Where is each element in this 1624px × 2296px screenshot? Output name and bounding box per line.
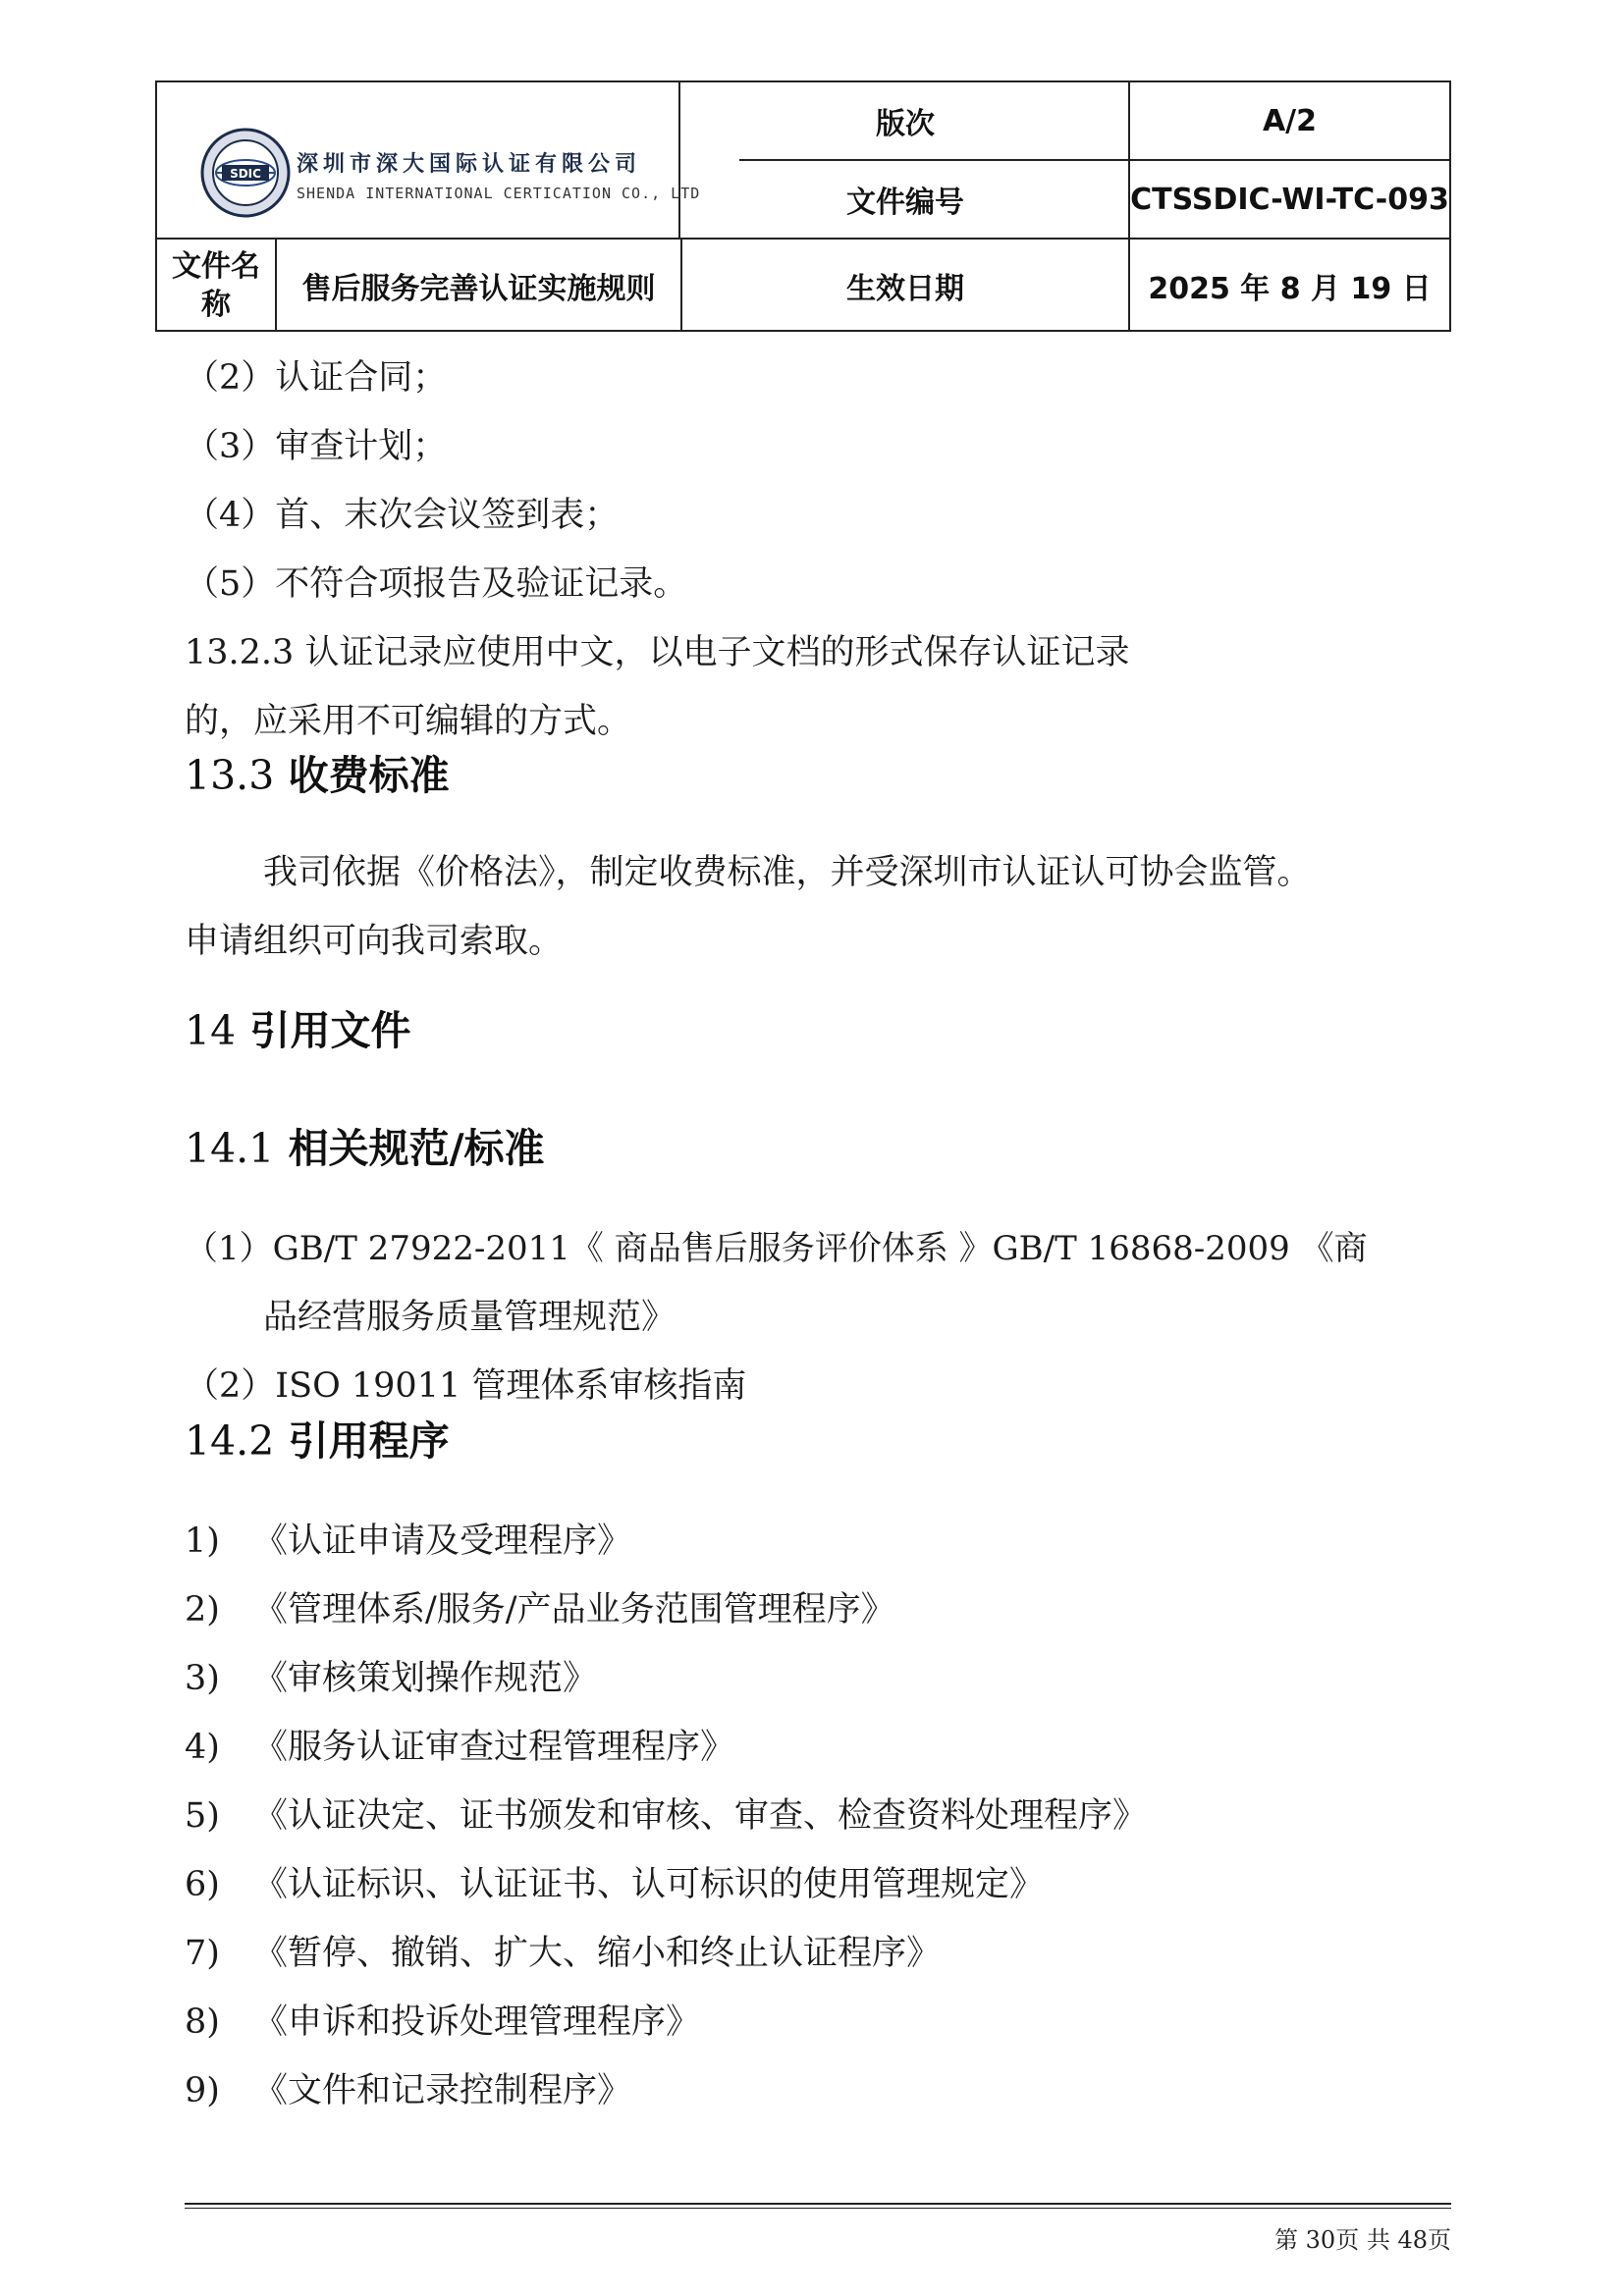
- doc-name-label: 文件名 称: [172, 249, 260, 322]
- effective-date-value: 2025 年 8 月 19 日: [1148, 272, 1432, 306]
- standard-item-2: （2）ISO 19011 管理体系审核指南: [185, 1366, 747, 1406]
- version-value: A/2: [1262, 103, 1318, 138]
- section-13-3-paragraph-line1: 我司依据《价格法》，制定收费标准，并受深圳市认证认可协会监管。: [263, 853, 1312, 892]
- procedure-title: 《管理体系/服务/产品业务范围管理程序》: [253, 1590, 895, 1629]
- section-heading-14-2: 14.2 引用程序: [185, 1417, 450, 1465]
- standard-item-1-line2: 品经营服务质量管理规范》: [263, 1298, 677, 1337]
- effective-date-label: 生效日期: [846, 272, 964, 306]
- procedure-title: 《认证标识、认证证书、认可标识的使用管理规定》: [253, 1865, 1045, 1904]
- procedure-number: 6): [185, 1865, 220, 1904]
- procedure-number: 5): [185, 1796, 220, 1836]
- procedure-number: 9): [185, 2071, 220, 2110]
- version-label: 版次: [876, 107, 935, 141]
- footer-rule: [185, 2203, 1451, 2205]
- company-name-en: SHENDA INTERNATIONAL CERTICATION CO., LTD: [297, 185, 701, 202]
- seal-icon: [200, 128, 291, 218]
- page-number: 第 30页 共 48页: [1274, 2226, 1451, 2254]
- list-item: （4）首、末次会议签到表；: [185, 496, 620, 535]
- procedure-title: 《审核策划操作规范》: [253, 1659, 598, 1698]
- procedure-title: 《认证决定、证书颁发和审核、审查、检查资料处理程序》: [253, 1796, 1148, 1836]
- section-heading-13-3: 13.3 收费标准: [185, 752, 450, 799]
- procedure-title: 《文件和记录控制程序》: [253, 2071, 632, 2110]
- procedure-title: 《认证申请及受理程序》: [253, 1522, 632, 1561]
- procedure-title: 《申诉和投诉处理管理程序》: [253, 2002, 701, 2042]
- section-heading-14-1: 14.1 相关规范/标准: [185, 1125, 545, 1172]
- clause-13-2-3-line2: 的，应采用不可编辑的方式。: [185, 702, 632, 741]
- section-heading-14: 14 引用文件: [185, 1007, 411, 1054]
- footer-rule: [185, 2208, 1451, 2209]
- procedure-number: 8): [185, 2002, 220, 2042]
- list-item: （5）不符合项报告及验证记录。: [185, 564, 688, 604]
- procedure-number: 1): [185, 1522, 220, 1561]
- doc-number-value: CTSSDIC-WI-TC-093: [1130, 182, 1449, 217]
- list-item: （3）审查计划；: [185, 427, 448, 466]
- section-13-3-paragraph-line2: 申请组织可向我司索取。: [185, 922, 564, 961]
- document-header-table: [155, 80, 1451, 332]
- svg-text:SDIC: SDIC: [230, 167, 261, 181]
- standard-item-1-line1: （1）GB/T 27922-2011《 商品售后服务评价体系 》GB/T 16868-2009 《商: [185, 1229, 1368, 1268]
- procedure-title: 《暂停、撤销、扩大、缩小和终止认证程序》: [253, 1934, 942, 1973]
- procedure-number: 2): [185, 1590, 220, 1629]
- procedure-number: 3): [185, 1659, 220, 1698]
- procedure-title: 《服务认证审查过程管理程序》: [253, 1728, 735, 1767]
- company-name-cn: 深圳市深大国际认证有限公司: [297, 151, 642, 177]
- clause-13-2-3-line1: 13.2.3 认证记录应使用中文，以电子文档的形式保存认证记录: [185, 633, 1130, 672]
- procedure-number: 7): [185, 1934, 220, 1973]
- list-item: （2）认证合同；: [185, 358, 448, 398]
- doc-name-value: 售后服务完善认证实施规则: [301, 272, 656, 306]
- procedure-number: 4): [185, 1728, 220, 1767]
- doc-number-label: 文件编号: [846, 186, 964, 220]
